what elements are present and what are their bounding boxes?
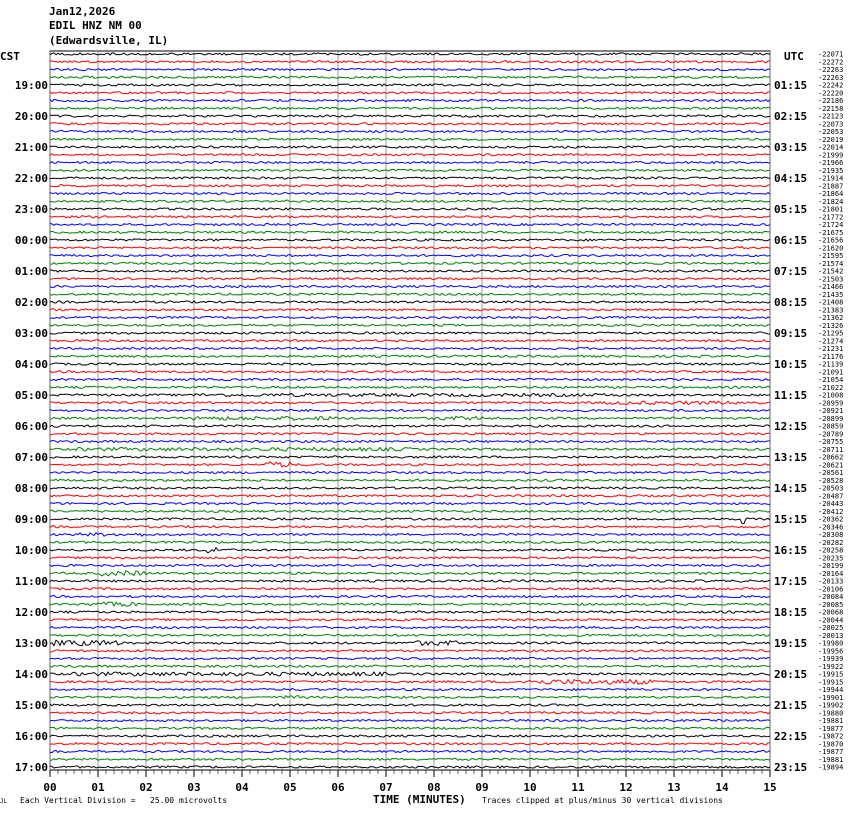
right-hour-label: 17:15 [774, 575, 808, 588]
row-offset-label: -20789 [818, 430, 844, 439]
trace-row [50, 200, 770, 202]
row-offset-label: -21574 [818, 259, 844, 268]
trace-row [50, 766, 770, 768]
header-location: (Edwardsville, IL) [49, 34, 169, 47]
row-offset-label: -20959 [818, 399, 844, 408]
row-offset-label: -22220 [818, 89, 844, 98]
left-hour-label: 05:00 [14, 389, 48, 402]
x-tick-label: 13 [667, 781, 681, 794]
trace-row [50, 138, 770, 140]
left-hour-label: 20:00 [14, 110, 48, 123]
trace-row [50, 340, 770, 342]
right-hour-label: 11:15 [774, 389, 808, 402]
right-hour-label: 05:15 [774, 203, 808, 216]
x-tick-label: 03 [187, 781, 201, 794]
trace-row [50, 588, 770, 590]
x-tick-label: 00 [43, 781, 57, 794]
trace-row [50, 688, 770, 690]
trace-row [50, 239, 770, 241]
right-hour-label: 14:15 [774, 482, 808, 495]
x-tick-label: 12 [619, 781, 633, 794]
trace-row [50, 564, 770, 566]
trace-row [50, 495, 770, 497]
trace-row [50, 393, 770, 396]
row-offset-label: -21054 [818, 376, 844, 384]
row-offset-label: -19894 [818, 763, 844, 772]
x-tick-label: 11 [571, 781, 585, 794]
trace-row [50, 208, 770, 210]
trace-row [50, 92, 770, 94]
row-offset-label: -22242 [818, 81, 844, 90]
trace-row [50, 526, 770, 528]
row-offset-label: -19880 [818, 709, 844, 718]
row-offset-label: -19922 [818, 662, 844, 671]
row-offset-label: -19872 [818, 732, 844, 741]
row-offset-label: -20025 [818, 624, 844, 632]
row-offset-label: -22272 [818, 58, 844, 67]
row-offset-label: -19881 [818, 755, 844, 764]
right-hour-label: 18:15 [774, 606, 808, 619]
trace-row [50, 462, 770, 467]
row-offset-label: -21824 [818, 197, 844, 206]
row-offset-label: -20921 [818, 407, 844, 415]
trace-row [50, 223, 770, 225]
trace-row [50, 161, 770, 163]
row-offset-label: -21008 [818, 391, 844, 400]
trace-row [50, 99, 770, 101]
trace-row [50, 76, 770, 78]
x-tick-label: 09 [475, 781, 489, 794]
right-hour-label: 09:15 [774, 327, 808, 340]
left-hour-label: 04:00 [14, 358, 48, 371]
right-hour-label: 15:15 [774, 513, 808, 526]
trace-row [50, 192, 770, 194]
row-offset-label: -21383 [818, 306, 844, 315]
row-offset-label: -20859 [818, 422, 844, 431]
left-hour-label: 11:00 [14, 575, 48, 588]
row-offset-label: -21935 [818, 166, 844, 175]
trace-row [50, 541, 770, 543]
seismic-traces [50, 53, 770, 768]
trace-row [50, 727, 770, 729]
row-offset-label: -20561 [818, 469, 844, 477]
row-offset-label: -21176 [818, 352, 844, 361]
trace-row [50, 409, 770, 411]
row-offset-label: -21656 [818, 236, 844, 245]
left-hour-label: 15:00 [14, 699, 48, 712]
row-offset-label: -20235 [818, 554, 844, 563]
row-offset-label: -21091 [818, 368, 844, 377]
right-hour-label: 19:15 [774, 637, 808, 650]
row-offset-label: -21466 [818, 283, 844, 291]
trace-row [50, 285, 770, 287]
trace-row [50, 548, 770, 553]
scale-note: Each Vertical Division = 25.00 microvolts [20, 796, 228, 805]
trace-row [50, 355, 770, 357]
header-station: EDIL HNZ NM 00 [49, 19, 142, 32]
left-hour-label: 13:00 [14, 637, 48, 650]
trace-row [50, 254, 770, 256]
row-offset-label: -21999 [818, 151, 844, 160]
row-offset-label: -19939 [818, 655, 844, 663]
trace-row [50, 750, 770, 752]
trace-row [50, 270, 770, 272]
trace-row [50, 679, 770, 684]
corner-mark: JL [0, 798, 8, 805]
row-offset-label: -21724 [818, 221, 844, 229]
trace-row [50, 704, 770, 706]
row-offset-label: -20068 [818, 608, 844, 617]
x-tick-label: 14 [715, 781, 729, 794]
row-offset-label: -21772 [818, 213, 844, 222]
x-tick-label: 08 [427, 781, 441, 794]
right-hour-label: 16:15 [774, 544, 808, 557]
left-hour-label: 01:00 [14, 265, 48, 278]
row-offset-label: -22014 [818, 143, 844, 152]
trace-row [50, 154, 770, 156]
row-offset-label: -21326 [818, 321, 844, 330]
trace-row [50, 378, 770, 380]
header-date: Jan12,2026 [49, 5, 116, 18]
trace-row [50, 177, 770, 179]
x-tick-label: 10 [523, 781, 537, 794]
trace-row [50, 471, 770, 473]
row-offset-label: -19881 [818, 717, 844, 725]
left-hour-label: 07:00 [14, 451, 48, 464]
row-offset-label: -20528 [818, 476, 844, 485]
row-offset-label: -20899 [818, 414, 844, 423]
row-offset-label: -20199 [818, 562, 844, 570]
row-offset-label: -20711 [818, 445, 844, 454]
trace-row [50, 115, 770, 117]
trace-row [50, 611, 770, 613]
row-offset-label: -19870 [818, 740, 844, 749]
row-offset-label: -22263 [818, 73, 844, 82]
trace-row [50, 123, 770, 125]
row-offset-label: -22071 [818, 50, 844, 59]
left-timezone-label: CST [0, 50, 20, 63]
right-hour-label: 20:15 [774, 668, 808, 681]
row-offset-label: -21966 [818, 159, 844, 167]
row-offset-label: -19877 [818, 724, 844, 733]
right-hour-label: 13:15 [774, 451, 808, 464]
left-hour-label: 12:00 [14, 606, 48, 619]
x-tick-label: 05 [283, 781, 297, 794]
left-hour-label: 22:00 [14, 172, 48, 185]
row-offset-label: -21675 [818, 228, 844, 237]
trace-row [50, 626, 770, 628]
trace-row [50, 278, 770, 280]
trace-row [50, 231, 770, 233]
right-hour-label: 01:15 [774, 79, 808, 92]
trace-row [50, 401, 770, 404]
row-offset-label: -20662 [818, 453, 844, 462]
row-offset-label: -20085 [818, 600, 844, 609]
trace-row [50, 216, 770, 218]
trace-row [50, 719, 770, 721]
trace-row [50, 332, 770, 334]
x-tick-label: 15 [763, 781, 777, 794]
trace-row [50, 416, 770, 420]
left-hour-label: 17:00 [14, 761, 48, 774]
left-hour-label: 08:00 [14, 482, 48, 495]
row-offset-label: -22073 [818, 120, 844, 129]
trace-row [50, 316, 770, 318]
x-tick-label: 06 [331, 781, 345, 794]
right-hour-label: 22:15 [774, 730, 808, 743]
trace-row [50, 758, 770, 760]
row-offset-label: -22263 [818, 66, 844, 74]
right-hour-label: 12:15 [774, 420, 808, 433]
x-tick-label: 07 [379, 781, 393, 794]
trace-row [50, 61, 770, 63]
trace-row [50, 533, 770, 536]
row-offset-label: -20443 [818, 500, 844, 508]
trace-row [50, 347, 770, 349]
trace-row [50, 447, 770, 451]
left-hour-label: 14:00 [14, 668, 48, 681]
left-hour-label: 00:00 [14, 234, 48, 247]
trace-row [50, 743, 770, 745]
x-tick-label: 02 [139, 781, 153, 794]
left-hour-label: 10:00 [14, 544, 48, 557]
trace-row [50, 502, 770, 504]
row-offset-label: -21231 [818, 345, 844, 353]
row-offset-label: -20362 [818, 515, 844, 524]
left-hour-label: 19:00 [14, 79, 48, 92]
trace-row [50, 107, 770, 109]
right-hour-label: 04:15 [774, 172, 808, 185]
trace-row [50, 695, 770, 698]
trace-row [50, 309, 770, 311]
right-hour-label: 21:15 [774, 699, 808, 712]
trace-row [50, 169, 770, 171]
row-offset-label: -21801 [818, 205, 844, 214]
row-offset-label: -21914 [818, 174, 844, 183]
trace-row [50, 84, 770, 86]
x-tick-label: 04 [235, 781, 249, 794]
trace-row [50, 185, 770, 187]
trace-row [50, 634, 770, 636]
trace-row [50, 247, 770, 249]
row-offset-label: -20084 [818, 593, 844, 601]
trace-row [50, 518, 770, 524]
row-offset-label: -21022 [818, 383, 844, 392]
row-offset-label: -20013 [818, 631, 844, 640]
row-offset-label: -19944 [818, 686, 844, 694]
left-hour-label: 16:00 [14, 730, 48, 743]
x-axis-title: TIME (MINUTES) [373, 793, 466, 806]
right-hour-label: 08:15 [774, 296, 808, 309]
trace-row [50, 146, 770, 148]
trace-row [50, 510, 770, 512]
trace-row [50, 371, 770, 373]
left-hour-label: 23:00 [14, 203, 48, 216]
row-offset-label: -19902 [818, 701, 844, 710]
trace-row [50, 557, 770, 559]
trace-row [50, 301, 770, 303]
trace-row [50, 53, 770, 55]
trace-row [50, 571, 770, 576]
right-hour-label: 02:15 [774, 110, 808, 123]
row-offset-label: -20133 [818, 577, 844, 586]
row-offset-label: -19980 [818, 639, 844, 648]
right-hour-label: 10:15 [774, 358, 808, 371]
row-offset-label: -20308 [818, 531, 844, 539]
row-offset-label: -21408 [818, 298, 844, 307]
row-offset-label: -19915 [818, 678, 844, 687]
row-offset-label: -21503 [818, 275, 844, 284]
trace-row [50, 712, 770, 714]
clip-note: Traces clipped at plus/minus 30 vertical divisions [482, 796, 723, 805]
right-hour-label: 06:15 [774, 234, 808, 247]
trace-row [50, 68, 770, 70]
row-offset-label: -21362 [818, 314, 844, 322]
row-offset-label: -20044 [818, 616, 844, 625]
row-offset-label: -21620 [818, 244, 844, 253]
row-offset-label: -19915 [818, 670, 844, 679]
row-offset-label: -20106 [818, 585, 844, 594]
row-offset-label: -19956 [818, 647, 844, 656]
row-offset-label: -22053 [818, 128, 844, 136]
row-offset-label: -22123 [818, 112, 844, 121]
row-offset-label: -19901 [818, 693, 844, 702]
row-offset-label: -21435 [818, 290, 844, 299]
trace-row [50, 293, 770, 295]
row-offset-label: -19877 [818, 748, 844, 756]
grid-lines [50, 51, 770, 777]
trace-row [50, 640, 770, 646]
left-hour-label: 09:00 [14, 513, 48, 526]
row-offset-label: -21139 [818, 360, 844, 369]
right-hour-label: 23:15 [774, 761, 808, 774]
row-offset-label: -22158 [818, 104, 844, 113]
trace-row [50, 425, 770, 427]
trace-row [50, 479, 770, 481]
right-hour-label: 03:15 [774, 141, 808, 154]
trace-row [50, 440, 770, 442]
row-offset-label: -20258 [818, 546, 844, 555]
trace-row [50, 580, 770, 582]
row-offset-label: -21542 [818, 267, 844, 276]
trace-row [50, 433, 770, 435]
trace-row [50, 619, 770, 621]
trace-row [50, 735, 770, 737]
row-offset-label: -20621 [818, 461, 844, 470]
trace-row [50, 130, 770, 132]
trace-row [50, 672, 770, 676]
trace-row [50, 595, 770, 597]
row-offset-label: -21887 [818, 182, 844, 191]
row-offset-label: -20412 [818, 507, 844, 516]
trace-row [50, 487, 770, 489]
left-hour-label: 02:00 [14, 296, 48, 309]
row-offset-label: -20346 [818, 523, 844, 532]
row-offset-label: -21295 [818, 329, 844, 338]
row-offset-label: -22019 [818, 135, 844, 144]
right-timezone-label: UTC [784, 50, 804, 63]
row-offset-label: -20503 [818, 484, 844, 493]
trace-row [50, 456, 770, 458]
trace-row [50, 363, 770, 365]
left-hour-label: 03:00 [14, 327, 48, 340]
row-offset-label: -20487 [818, 492, 844, 501]
trace-row [50, 262, 770, 264]
trace-row [50, 650, 770, 652]
trace-row [50, 657, 770, 659]
row-offset-label: -20755 [818, 438, 844, 446]
trace-row [50, 602, 770, 606]
row-offset-label: -21274 [818, 337, 844, 346]
x-tick-label: 01 [91, 781, 105, 794]
row-offset-label: -22186 [818, 97, 844, 105]
right-hour-label: 07:15 [774, 265, 808, 278]
left-hour-label: 06:00 [14, 420, 48, 433]
left-hour-label: 21:00 [14, 141, 48, 154]
row-offset-label: -20164 [818, 569, 844, 578]
trace-row [50, 665, 770, 667]
row-offset-label: -21595 [818, 252, 844, 260]
trace-row [50, 324, 770, 326]
row-offset-label: -20282 [818, 538, 844, 547]
row-offset-label: -21864 [818, 190, 844, 198]
trace-row [50, 386, 770, 388]
